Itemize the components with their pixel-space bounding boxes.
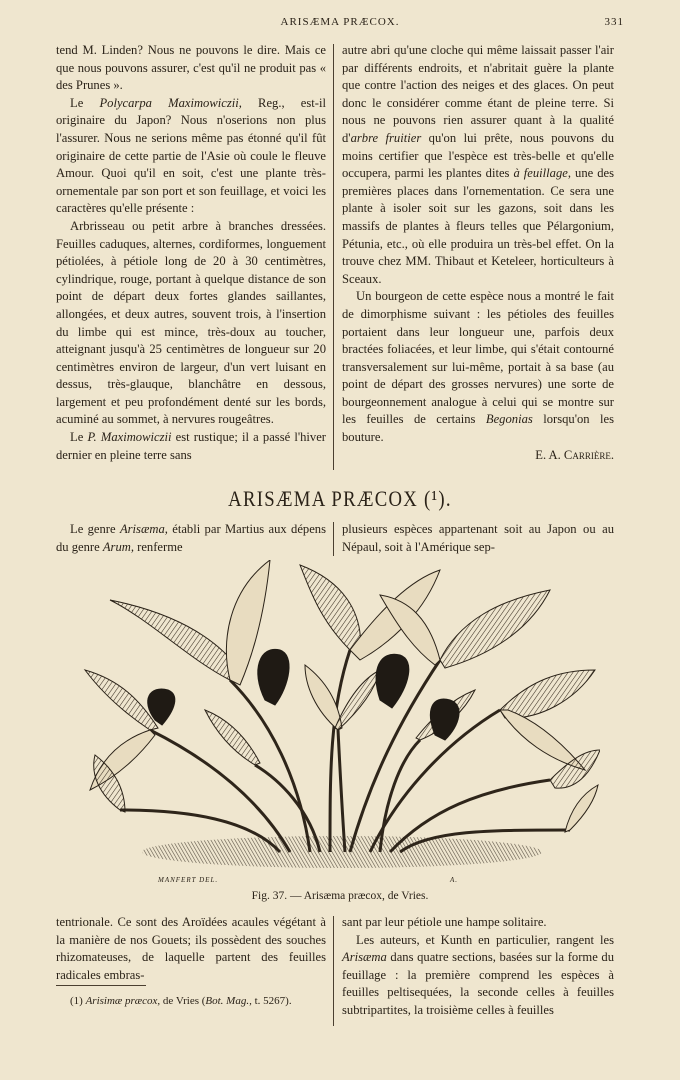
author-signature: E. A. Carrière. — [535, 447, 614, 462]
bottom-left-column — [56, 914, 326, 984]
paragraph: sant par leur pétiole une hampe solitaire. — [342, 915, 547, 929]
paragraph: Les auteurs, et Kunth en particulier, rangent les Arisæma dans quatre sections, basées sur la forme du feuillage : la première comprend les espèces à feuilles peltisequées, la seconde celles à feuilles subtripartites, la troisième celles à feuilles — [342, 932, 614, 1017]
artist-credit-left: MANFERT DEL. — [158, 876, 219, 884]
running-header — [0, 16, 680, 34]
paragraph: autre abri qu'une cloche qui même laissait passer l'air par différents endroits, et n'abritait guère la plante que contre l'action des neiges et des glaces. On peut donc le considérer comme étant de pleine terre. Si nous ne pouvons rien assurer quant à la qualité d'arbre fruitier qu'on lui prête, nous pouvons du moins certifier que l'espèce est très-belle et qu'elle occupera, parmi les plantes dites à feuillage, une des premières places dans l'ornementation. Ce sera une plante à isoler soit sur les gazons, soit dans les massifs de plantes à fleurs telles que Pélargonium, Pétunia, etc., où elle produira un très-bel effet. On la trouve chez MM. Thibaut et Keteleer, horticulteurs à Sceaux. — [342, 43, 615, 286]
column-divider — [333, 916, 334, 1026]
arisaema-engraving — [80, 560, 600, 885]
running-title: ARISÆMA PRÆCOX. — [280, 16, 400, 28]
artist-credit-right: A. — [450, 876, 459, 884]
ground-shading — [142, 836, 542, 868]
signature-line — [342, 447, 614, 465]
column-divider — [333, 44, 334, 470]
intro-left — [56, 521, 326, 556]
paragraph: Un bourgeon de cette espèce nous a montré le fait de dimorphisme suivant : les pétioles des feuilles portaient dans leur longueur une, parfois deux bractées foliacées, et leur limbe, qui s'était contourné transversalement sur lui-même, portait à sa base (au point de départ des grosses nervures) une sorte de bourgeonnement analogue à celui qui se montre sur les feuilles de certains Begonias lorsqu'on les bouture. — [342, 289, 614, 445]
plant-stems — [120, 650, 570, 852]
top-right-column — [342, 42, 614, 464]
paragraph: tentrionale. Ce sont des Aroïdées acaules végétant à la manière de nos Gouets; ils possèdent des souches rhizomateuses, de laquelle partent des feuilles radicales embras- — [56, 915, 326, 982]
intro-right — [342, 521, 614, 556]
article-headline: ARISÆMA PRÆCOX (¹). — [228, 486, 452, 511]
paragraph: tend M. Linden? Nous ne pouvons le dire. Mais ce que nous pouvons assurer, c'est qu'il ne produit pas « des Prunes ». — [56, 43, 326, 93]
spathe-flowers — [148, 649, 459, 740]
paragraph: Le genre Arisæma, établi par Martius aux dépens du genre Arum, renferme — [56, 522, 327, 554]
footnote-rule — [56, 985, 146, 986]
footnote — [56, 993, 326, 1009]
paragraph: Arbrisseau ou petit arbre à branches dressées. Feuilles caduques, alternes, cordiformes, longuement pétiolées, à pétiole long de 20 à 30 centimètres, cylindrique, rouge, portant à quelque distance de son point de départ deux fortes glandes saillantes, allongées, et deux autres, souvent trois, à l'insertion du limbe qui est mince, très-doux au toucher, atteignant jusqu'à 25 centimètres de longueur sur 20 centimètres environ de largeur, d'un vert luisant en dessus, très-glauque, blanchâtre en dessous, largement et peu profondément denté sur les bords, acuminé au sommet, à nervures rougeâtres. — [56, 218, 326, 427]
paragraph: Le P. Maximowiczii est rustique; il a passé l'hiver dernier en pleine terre sans — [56, 430, 326, 462]
footnote-text: (1) Arisimæ præcox, de Vries (Bot. Mag., t. 5267). — [70, 995, 292, 1007]
paragraph: Le Polycarpa Maximowiczii, Reg., est-il originaire du Japon? Nous n'oserions non plus l'assurer. Nous ne serions même pas étonné qu'il fût originaire de cette partie de l'Asie où coule le fleuve Amour. Quoi qu'il en soit, c'est une plante très-ornementale par son port et son feuillage, et voici les caractères qu'elle présente : — [56, 95, 326, 216]
page-number: 331 — [604, 16, 624, 28]
bottom-right-column — [342, 914, 614, 1020]
column-divider — [333, 522, 334, 556]
paragraph: plusieurs espèces appartenant soit au Japon ou au Népaul, soit à l'Amérique sep- — [342, 522, 614, 554]
top-left-column — [56, 42, 326, 464]
figure-caption: Fig. 37. — Arisæma præcox, de Vries. — [251, 890, 429, 902]
